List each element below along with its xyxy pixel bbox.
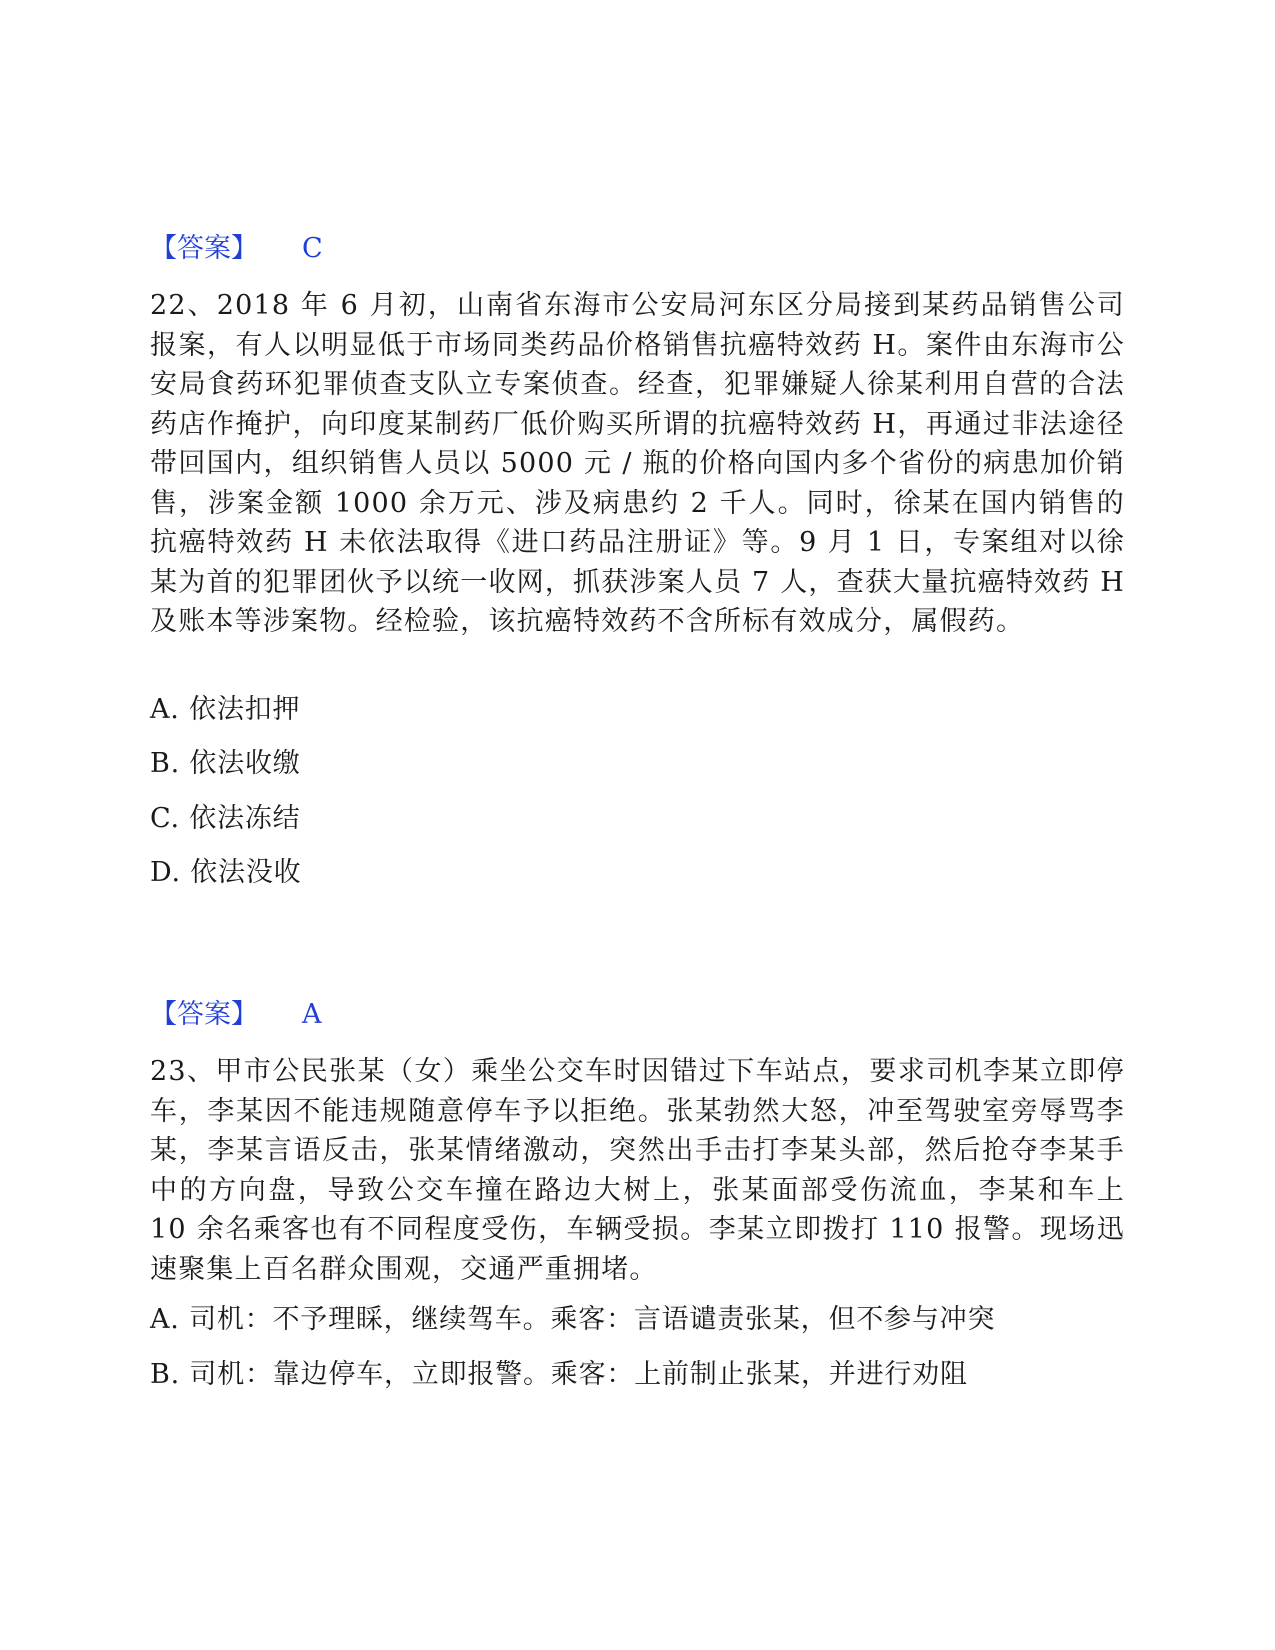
option-b: B. 依法收缴 [150,748,301,779]
answer-line [150,997,322,1033]
answer-value: A [302,999,322,1030]
question-text: 22、2018 年 6 月初，山南省东海市公安局河东区分局接到某药品销售公司报案，有人以明显低于市场同类药品价格销售抗癌特效药 H。案件由东海市公安局食药环犯罪侦查支队立专案侦查。经查，犯罪嫌疑人徐某利用自营的合法药店作掩护，向印度某制药厂低价购买所谓的抗癌特效药 H，再通过非法途径带回国内，组织销售人员以 5000 元 / 瓶的价格向国内多个省份的病患加价销售，涉案金额 1000 余万元、涉及病患约 2 千人。同时，徐某在国内销售的抗癌特效药 H 未依法取得《进口药品注册证》等。9 月 1 日，专案组对以徐某为首的犯罪团伙予以统一收网，抓获涉案人员 7 人，查获大量抗癌特效药 H 及账本等涉案物。经检验，该抗癌特效药不含所标有效成分，属假药。 [150,290,1125,637]
option-c: C. 依法冻结 [150,803,301,834]
answer-label: 【答案】 [150,233,258,264]
answer-label: 【答案】 [150,999,258,1030]
option-a: A. 依法扣押 [150,694,301,725]
option-d: D. 依法没收 [150,857,302,888]
question-text: 23、甲市公民张某（女）乘坐公交车时因错过下车站点，要求司机李某立即停车，李某因不能违规随意停车予以拒绝。张某勃然大怒，冲至驾驶室旁辱骂李某，李某言语反击，张某情绪激动，突然出手击打李某头部，然后抢夺李某手中的方向盘，导致公交车撞在路边大树上，张某面部受伤流血，李某和车上 10 余名乘客也有不同程度受伤，车辆受损。李某立即拨打 110 报警。现场迅速聚集上百名群众围观，交通严重拥堵。 [150,1056,1125,1285]
answer-line [150,231,323,267]
answer-value: C [302,233,323,264]
option-a: A. 司机：不予理睬，继续驾车。乘客：言语谴责张某，但不参与冲突 [150,1304,996,1335]
option-b: B. 司机：靠边停车，立即报警。乘客：上前制止张某，并进行劝阻 [150,1359,968,1390]
